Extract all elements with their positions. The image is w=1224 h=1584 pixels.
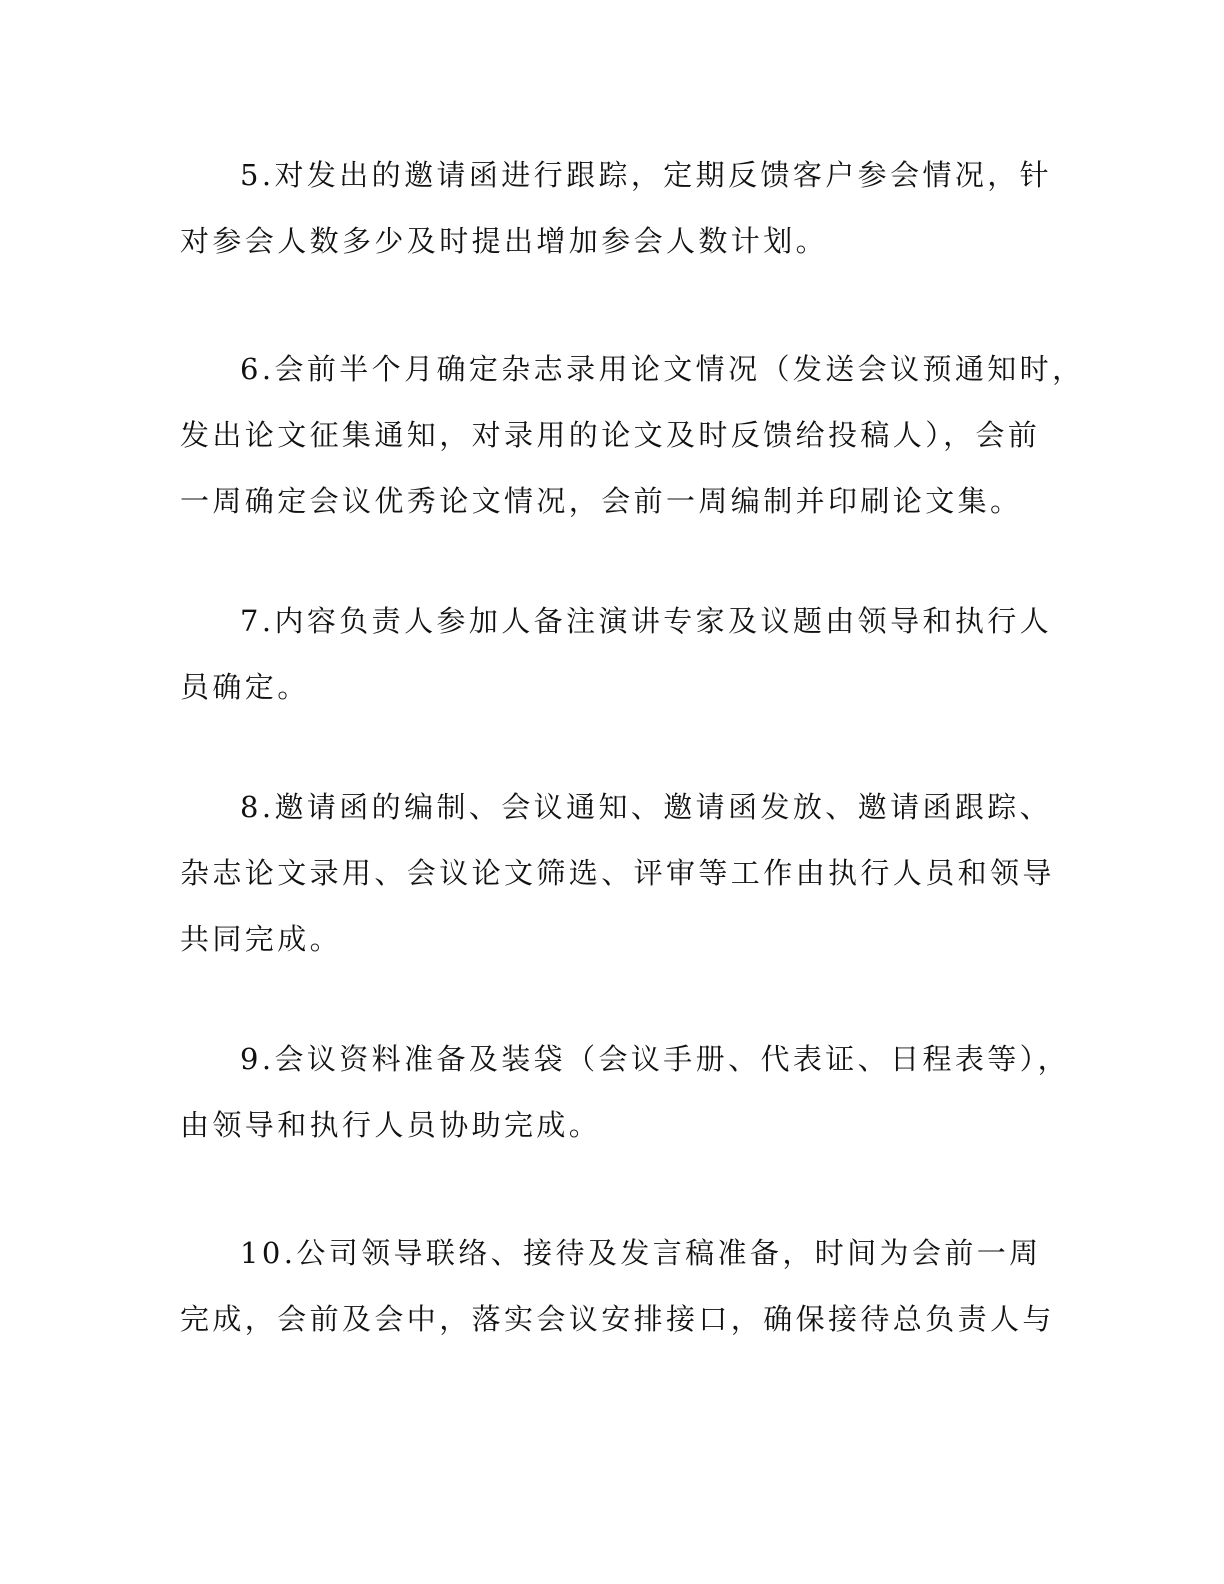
paragraph-line: 10.公司领导联络、接待及发言稿准备，时间为会前一周 <box>240 1236 1042 1270</box>
paragraph-line: 员确定。 <box>180 670 310 704</box>
paragraph-line: 5.对发出的邀请函进行跟踪，定期反馈客户参会情况，针 <box>240 158 1053 192</box>
paragraph-item-5 <box>180 142 1053 274</box>
paragraph-line: 对参会人数多少及时提出增加参会人数计划。 <box>180 224 829 258</box>
paragraph-item-8 <box>180 774 1055 972</box>
paragraph-line: 8.邀请函的编制、会议通知、邀请函发放、邀请函跟踪、 <box>240 790 1053 824</box>
paragraph-line: 7.内容负责人参加人备注演讲专家及议题由领导和执行人 <box>240 604 1053 638</box>
paragraph-line: 共同完成。 <box>180 922 343 956</box>
paragraph-item-7 <box>180 588 1053 720</box>
paragraph-line: 6.会前半个月确定杂志录用论文情况（发送会议预通知时， <box>240 352 1085 386</box>
paragraph-line: 一周确定会议优秀论文情况，会前一周编制并印刷论文集。 <box>180 484 1023 518</box>
paragraph-item-6 <box>180 336 1085 534</box>
paragraph-item-10 <box>180 1220 1055 1352</box>
paragraph-line: 由领导和执行人员协助完成。 <box>180 1108 602 1142</box>
paragraph-line: 完成，会前及会中，落实会议安排接口，确保接待总负责人与 <box>180 1302 1055 1336</box>
paragraph-line: 发出论文征集通知，对录用的论文及时反馈给投稿人），会前 <box>180 418 1041 452</box>
paragraph-line: 9.会议资料准备及装袋（会议手册、代表证、日程表等）， <box>240 1042 1070 1076</box>
paragraph-line: 杂志论文录用、会议论文筛选、评审等工作由执行人员和领导 <box>180 856 1055 890</box>
paragraph-item-9 <box>180 1026 1070 1158</box>
